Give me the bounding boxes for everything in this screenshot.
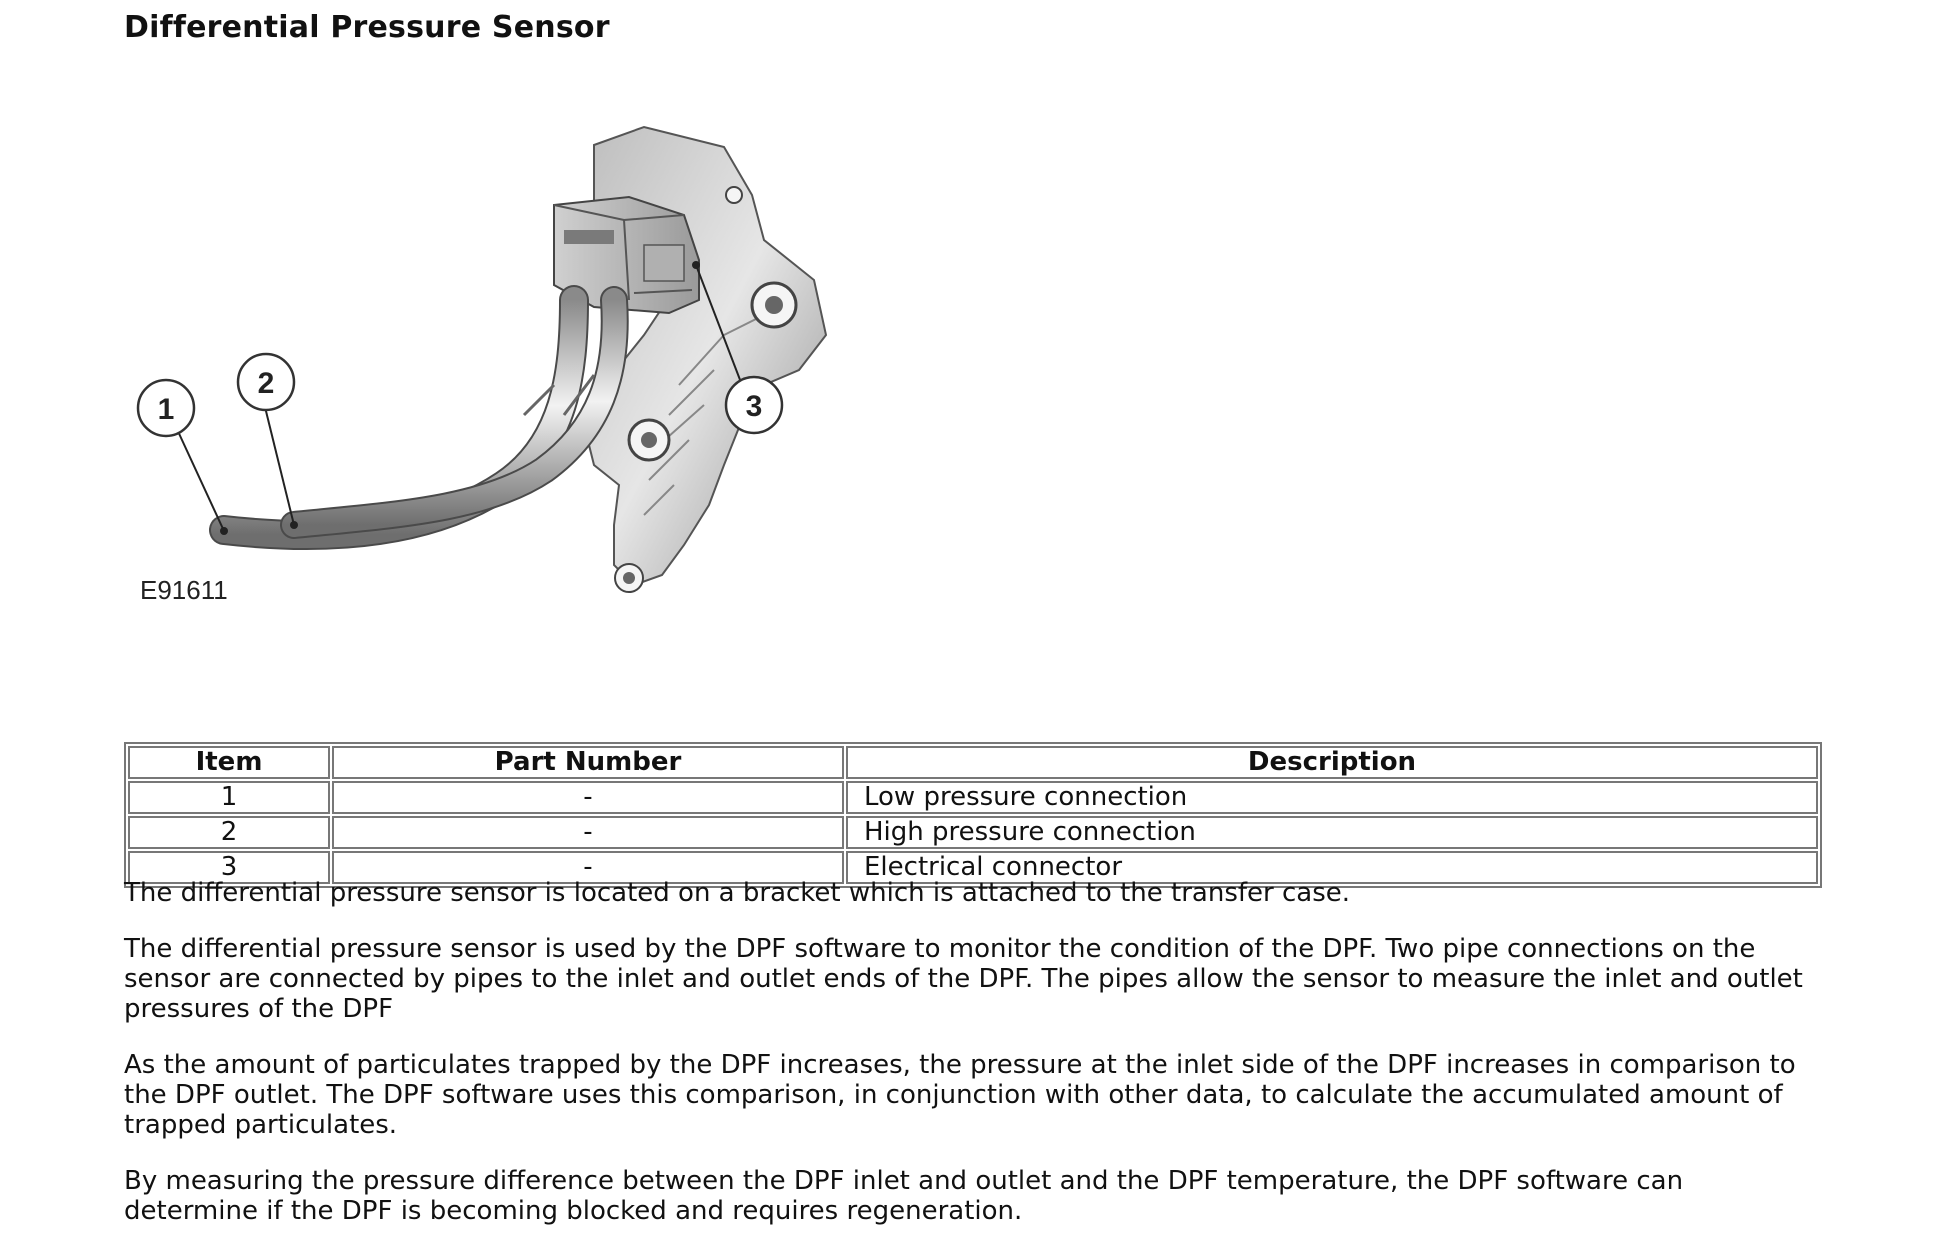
page-title: Differential Pressure Sensor (124, 10, 610, 45)
sensor-illustration (124, 85, 844, 605)
figure-id: E91611 (140, 575, 228, 605)
table-header-row (128, 746, 1818, 779)
table-row (128, 781, 1818, 814)
table-row (128, 816, 1818, 849)
parts-table (124, 742, 1822, 888)
row-description: Low pressure connection (846, 781, 1818, 814)
row-part-number: - (332, 816, 844, 849)
row-description: High pressure connection (846, 816, 1818, 849)
row-description: Electrical connector (846, 851, 1818, 884)
paragraph: By measuring the pressure difference between the DPF inlet and outlet and the DPF temperature, the DPF software can determine if the DPF is becoming blocked and requires regeneration. (124, 1166, 1684, 1226)
row-item: 2 (128, 816, 330, 849)
header-part-number: Part Number (332, 746, 844, 779)
paragraph: The differential pressure sensor is located on a bracket which is attached to the transfer case. (124, 878, 1350, 908)
callout-2-label: 2 (257, 367, 275, 400)
callout-1-label: 1 (157, 393, 175, 426)
sensor-drawing (124, 85, 844, 605)
header-description: Description (846, 746, 1818, 779)
paragraph: As the amount of particulates trapped by the DPF increases, the pressure at the inlet side of the DPF increases in comparison to the DPF outlet. The DPF software uses this comparison, in conjunction with other data, to calculate the accumulated amount of trapped particulates. (124, 1050, 1796, 1140)
row-item: 1 (128, 781, 330, 814)
callout-3-label: 3 (745, 390, 763, 423)
document-page (124, 0, 1824, 1226)
body-text (124, 878, 1824, 1252)
row-item: 3 (128, 851, 330, 884)
header-item: Item (128, 746, 330, 779)
row-part-number: - (332, 781, 844, 814)
row-part-number: - (332, 851, 844, 884)
paragraph: The differential pressure sensor is used by the DPF software to monitor the condition of the DPF. Two pipe connections on the sensor are connected by pipes to the inlet and outlet ends of the DPF. The pipes allow the sensor to measure the inlet and outlet pressures of the DPF (124, 934, 1803, 1024)
